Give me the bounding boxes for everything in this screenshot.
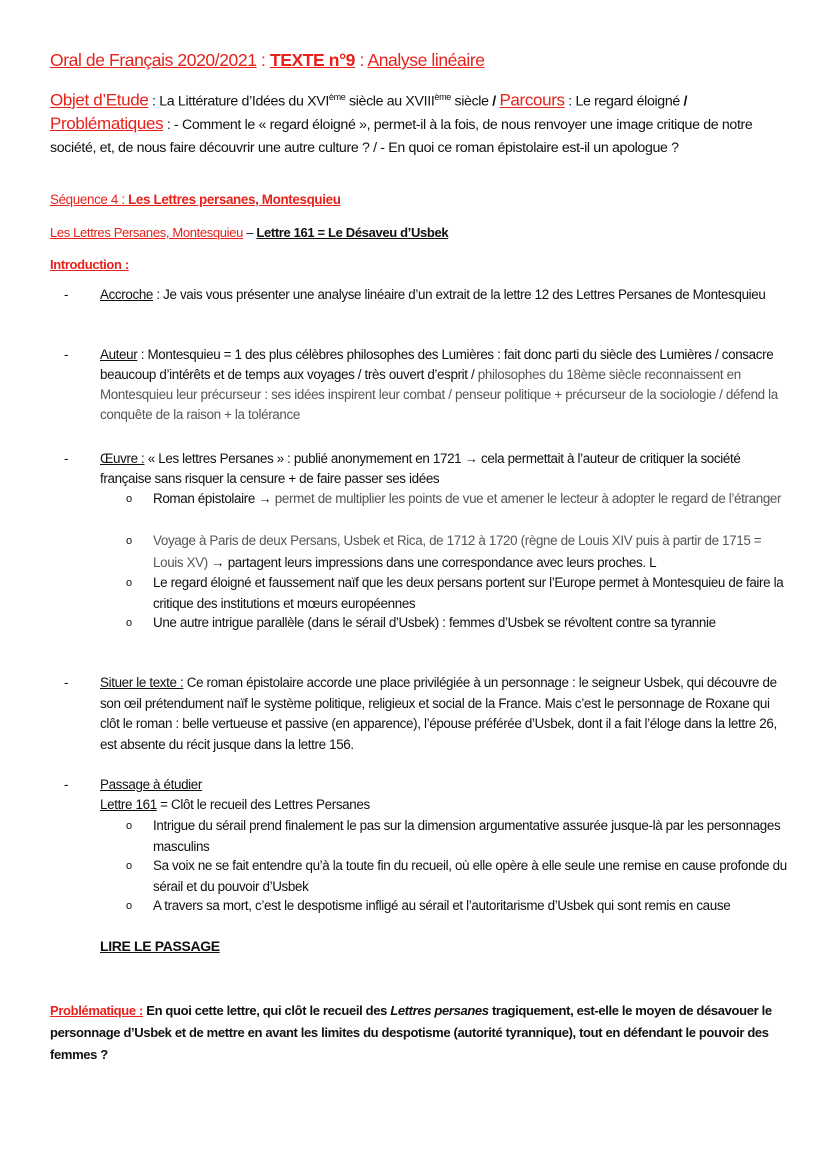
dash-bullet: - xyxy=(64,675,69,690)
parcours-label: Parcours xyxy=(499,90,565,110)
parcours-text: : Le regard éloigné xyxy=(564,93,684,110)
item-text: Ce roman épistolaire accorde une place privilégiée à un personnage : le seigneur Usbek, qui découvre de son œil prétendument naïf le système politique, religieux et social de la France. Mais c’est le personnage de Roxane qui clôt le roman : belle vertueuse et passive (en apparence), l’épouse préférée d’Usbek, dont il a fait l’éloge dans la lettre 26, est absente du récit jusque dans la lettre 156. xyxy=(100,675,777,753)
sup: ème xyxy=(328,92,346,102)
objet-text: siècle xyxy=(450,93,493,110)
sub-text: A travers sa mort, c’est le despotisme infligé au sérail et l’autoritarisme d’Usbek qui sont remis en cause xyxy=(153,898,731,913)
list-item-passage xyxy=(64,775,790,815)
sub-item xyxy=(126,573,793,614)
problematiques-label: Problématiques xyxy=(50,114,164,134)
dash-bullet: - xyxy=(64,287,69,302)
problematique-text: tragiquement, est-elle le moyen de désavouer le personnage d’Usbek et de mettre en avant les limites du despotisme (autorité tyrannique), tout en défendant le pouvoir des femmes ? xyxy=(50,1003,772,1062)
list-item-situer xyxy=(64,673,790,756)
sub-item xyxy=(126,856,793,897)
item-label: Passage à étudier xyxy=(100,777,202,792)
list-item-oeuvre xyxy=(64,449,790,489)
sub-item xyxy=(126,613,793,634)
objet-text: siècle au XVIII xyxy=(345,93,435,110)
objet-block xyxy=(50,86,790,159)
objet-label: Objet d’Etude xyxy=(50,90,149,110)
circle-bullet: o xyxy=(126,860,132,872)
circle-bullet: o xyxy=(126,617,132,629)
sequence-heading xyxy=(50,189,790,212)
problematique-label: Problématique : xyxy=(50,1003,143,1018)
title-course: Oral de Français 2020/2021 xyxy=(50,50,257,70)
circle-bullet: o xyxy=(126,493,132,505)
lettre-work: Les Lettres Persanes, Montesquieu xyxy=(50,225,243,240)
lettre-heading xyxy=(50,222,790,245)
sub-text-gray: permet de multiplier les points de vue et amener le lecteur à adopter le regard de l’étranger xyxy=(274,491,782,506)
slash: / xyxy=(683,93,688,110)
sep: : xyxy=(355,50,368,70)
lettre-number: Lettre 161 xyxy=(256,225,315,240)
sub-text-gray: Voyage à Paris de deux Persans, Usbek et Rica, de 1712 à 1720 (règne de Louis XIV puis à partir de 1715 = Louis XV) xyxy=(153,533,762,570)
lettre-title: = Le Désaveu d’Usbek xyxy=(314,225,449,240)
list-item-auteur xyxy=(64,345,790,425)
objet-text: : La Littérature d’Idées du XVI xyxy=(148,93,329,110)
circle-bullet: o xyxy=(126,820,132,832)
item-label: Situer le texte : xyxy=(100,675,184,690)
problematique-italic: Lettres persanes xyxy=(390,1003,489,1018)
lire-le-passage: LIRE LE PASSAGE xyxy=(100,938,220,954)
sub-item xyxy=(126,816,793,857)
item-label: Auteur xyxy=(100,347,138,362)
page-title xyxy=(50,49,790,72)
sep: : xyxy=(256,50,270,70)
title-text-number: TEXTE n°9 xyxy=(269,50,356,70)
sub-text: → partagent leurs impressions dans une correspondance avec leurs proches. L xyxy=(207,555,657,570)
slash: / xyxy=(492,93,496,110)
sub-text: Le regard éloigné et faussement naïf que les deux persans portent sur l’Europe permet à Montesquieu de faire la critique des institutions et mœurs européennes xyxy=(153,575,784,611)
introduction-heading: Introduction : xyxy=(50,257,129,272)
circle-bullet: o xyxy=(126,535,132,547)
circle-bullet: o xyxy=(126,900,132,912)
item-label: Œuvre : xyxy=(100,451,145,466)
item-text-gray: philosophes du 18ème siècle reconnaissent en Montesquieu leur précurseur : ses idées inspirent leur combat / penseur politique + précurseur de la sociologie / défend la conquête de la raison + la tolérance xyxy=(100,367,778,422)
problematiques-text: : - Comment le « regard éloigné », permet-il à la fois, de nous renvoyer une image critique de notre société, et, de nous faire découvrir une autre culture ? / - En quoi ce roman épistolaire est-il un apologue ? xyxy=(50,117,753,156)
sub-text: Intrigue du sérail prend finalement le pas sur la dimension argumentative assurée jusque-là par les personnages masculins xyxy=(153,818,781,854)
sequence-title: Les Lettres persanes, Montesquieu xyxy=(128,192,341,207)
circle-bullet: o xyxy=(126,577,132,589)
dash-bullet: - xyxy=(64,777,69,792)
sub-item xyxy=(126,530,793,574)
sup: ème xyxy=(434,92,451,102)
sequence-label: Séquence 4 : xyxy=(50,192,129,207)
item-text: : Je vais vous présenter une analyse linéaire d’un extrait de la lettre 12 des Lettres Persanes de Montesquieu xyxy=(153,287,766,302)
sub-item xyxy=(126,896,793,917)
problematique-text: En quoi cette lettre, qui clôt le recueil des xyxy=(143,1003,391,1018)
problematique-block xyxy=(50,1000,785,1066)
sub-text: Une autre intrigue parallèle (dans le sérail d’Usbek) : femmes d’Usbek se révoltent contre sa tyrannie xyxy=(153,615,716,630)
list-item-accroche xyxy=(64,285,790,305)
sub-text: Roman épistolaire → xyxy=(153,491,275,506)
sub-item xyxy=(126,489,793,510)
item-label: Accroche xyxy=(100,287,154,302)
item-text: : Montesquieu = 1 des plus célèbres philosophes des Lumières : fait donc parti du siècle des Lumières / consacre beaucoup d’intérêts et de temps aux voyages / très ouvert d’esprit / xyxy=(100,347,774,382)
dash-bullet: - xyxy=(64,451,69,466)
dash: – xyxy=(242,225,257,240)
dash-bullet: - xyxy=(64,347,69,362)
lettre-label: Lettre 161 xyxy=(100,797,157,812)
item-text: « Les lettres Persanes » : publié anonymement en 1721 → cela permettait à l’auteur de critiquer la société française sans risquer la censure + de faire passer ses idées xyxy=(100,451,741,486)
lettre-text: = Clôt le recueil des Lettres Persanes xyxy=(156,797,370,812)
sub-text: Sa voix ne se fait entendre qu’à la toute fin du recueil, où elle opère à elle seule une remise en cause profonde du sérail et du pouvoir d’Usbek xyxy=(153,858,787,894)
title-analysis: Analyse linéaire xyxy=(367,50,485,70)
